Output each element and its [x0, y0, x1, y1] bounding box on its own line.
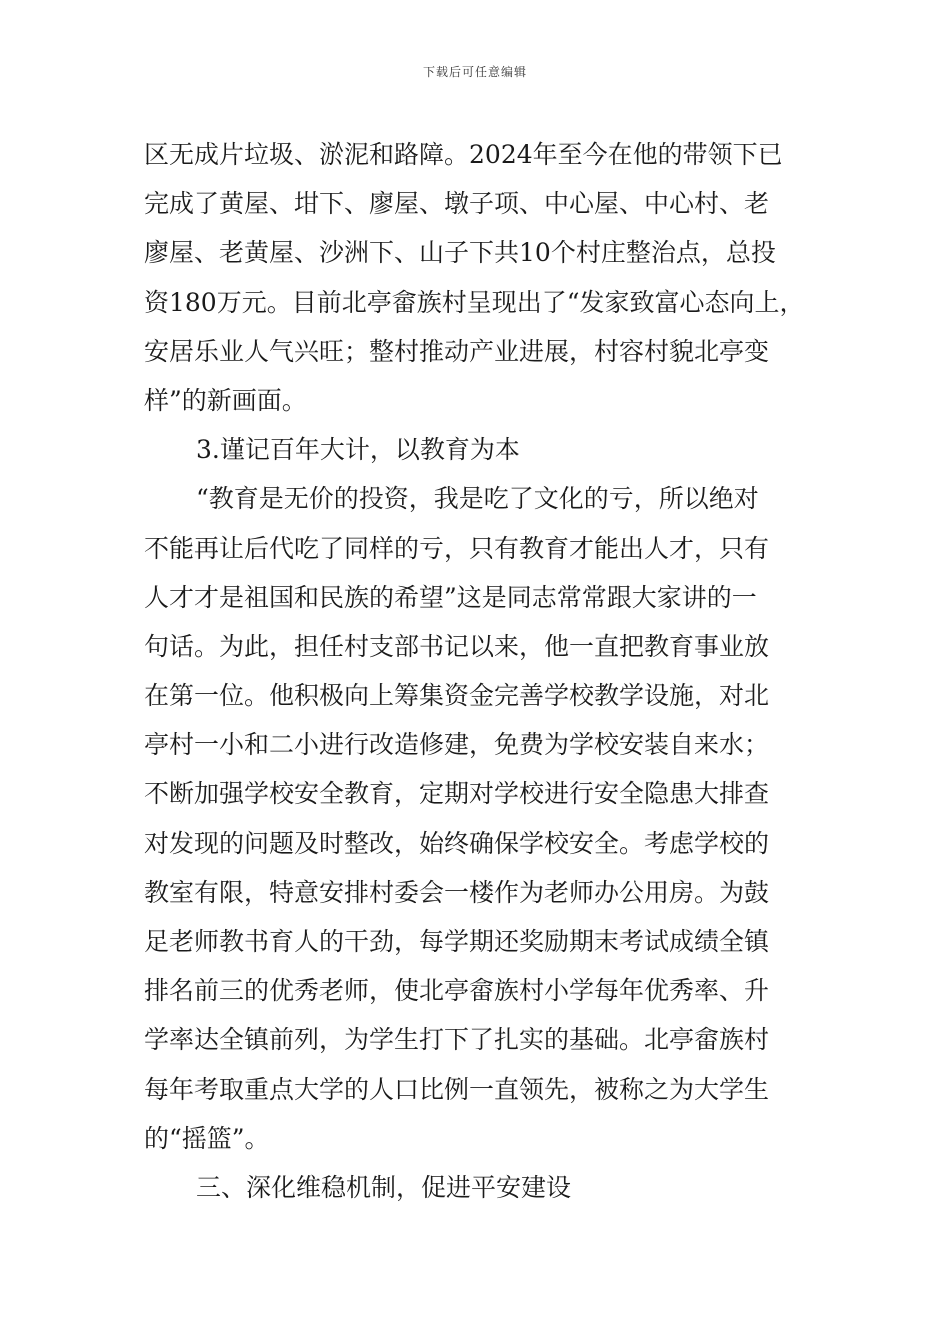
text-line: 人才才是祖国和民族的希望”这是同志常常跟大家讲的一: [144, 582, 757, 612]
text-line: 不断加强学校安全教育，定期对学校进行安全隐患大排查: [144, 779, 770, 809]
text-line: 完成了黄屋、坩下、廖屋、墩子项、中心屋、中心村、老: [144, 189, 770, 219]
paragraph-start: “教育是无价的投资，我是吃了文化的亏，所以绝对: [196, 484, 759, 514]
text-line: 资180万元。目前北亭畲族村呈现出了“发家致富心态向上，: [144, 287, 805, 317]
section-heading: 3.谨记百年大计，以教育为本: [196, 435, 520, 465]
body-text: [144, 130, 814, 1212]
text-line: 亭村一小和二小进行改造修建，免费为学校安装自来水；: [144, 730, 770, 760]
section-heading: 三、深化维稳机制，促进平安建设: [196, 1172, 572, 1202]
text-line: 足老师教书育人的干劲，每学期还奖励期末考试成绩全镇: [144, 927, 770, 956]
page-header: 下载后可任意编辑: [422, 65, 527, 79]
text-line: 安居乐业人气兴旺；整村推动产业进展，村容村貌北亭变: [144, 336, 770, 366]
text-line: 样”的新画面。: [144, 385, 307, 415]
text-line: 教室有限，特意安排村委会一楼作为老师办公用房。为鼓: [144, 877, 770, 907]
text-line: 不能再让后代吃了同样的亏，只有教育才能出人才，只有: [144, 533, 770, 563]
text-line: 的“摇篮”。: [144, 1123, 270, 1153]
text-line: 对发现的问题及时整改，始终确保学校安全。考虑学校的: [144, 828, 770, 858]
text-line: 区无成片垃圾、淤泥和路障。2024年至今在他的带领下已: [144, 140, 783, 169]
text-line: 排名前三的优秀老师，使北亭畲族村小学每年优秀率、升: [144, 976, 770, 1006]
text-line: 在第一位。他积极向上筹集资金完善学校教学设施，对北: [144, 681, 770, 711]
text-line: 句话。为此，担任村支部书记以来，他一直把教育事业放: [144, 631, 770, 661]
text-line: 学率达全镇前列，为学生打下了扎实的基础。北亭畲族村: [144, 1025, 770, 1055]
text-line: 廖屋、老黄屋、沙洲下、山子下共10个村庄整治点，总投: [144, 238, 776, 268]
text-line: 每年考取重点大学的人口比例一直领先，被称之为大学生: [144, 1074, 770, 1104]
